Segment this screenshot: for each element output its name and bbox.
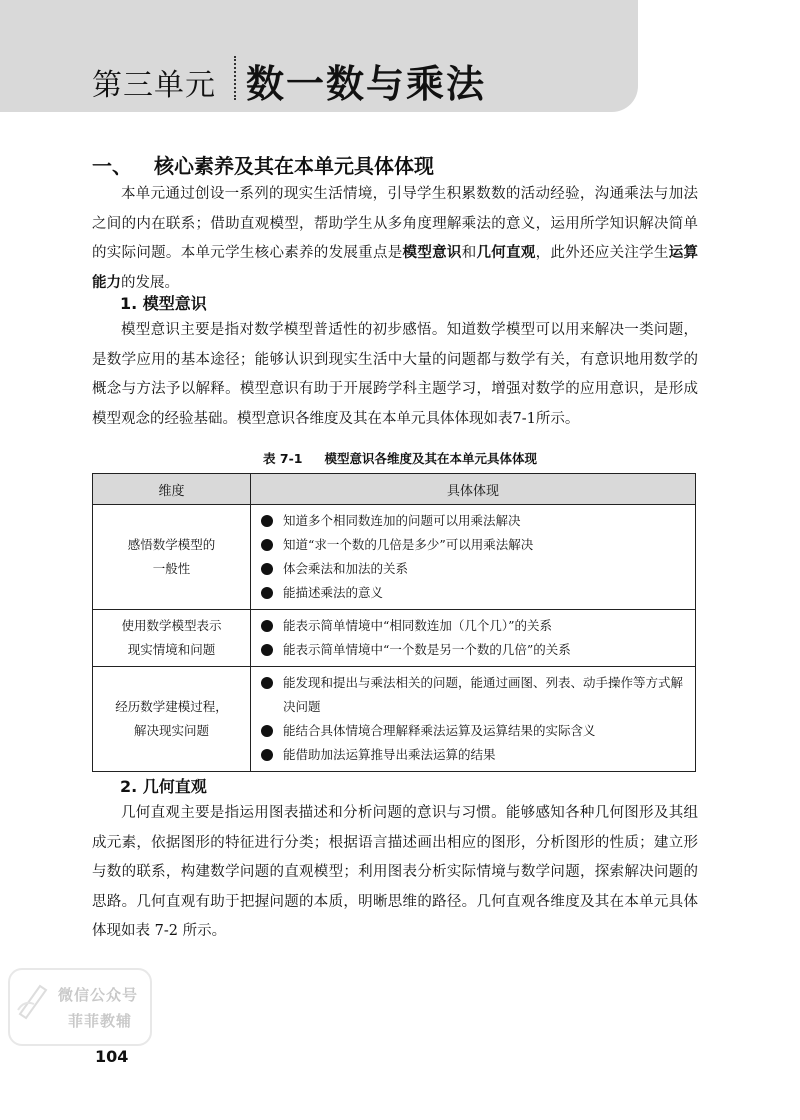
dimension-line: 感悟数学模型的 <box>127 537 216 552</box>
section-title: 核心素养及其在本单元具体体现 <box>154 154 434 178</box>
detail-cell <box>251 505 696 610</box>
table-row <box>93 610 696 667</box>
bullet-icon <box>261 515 273 527</box>
list-item <box>261 533 685 557</box>
table-header-row <box>93 474 696 505</box>
detail-cell <box>251 667 696 772</box>
item-text: 能发现和提出与乘法相关的问题，能通过画图、列表、动手操作等方式解决问题 <box>283 675 684 714</box>
detail-cell <box>251 610 696 667</box>
header-separator <box>234 56 238 100</box>
item-text: 能表示简单情境中“一个数是另一个数的几倍”的关系 <box>283 642 571 657</box>
dimension-line: 使用数学模型表示 <box>121 618 222 633</box>
item-text: 能描述乘法的意义 <box>283 585 384 600</box>
intro-bold-operation: 运算能力 <box>92 245 699 291</box>
bullet-icon <box>261 539 273 551</box>
list-item <box>261 743 685 767</box>
list-item <box>261 509 685 533</box>
subheading-model: 1. 模型意识 <box>120 294 207 313</box>
watermark-line1: 微信公众号 <box>58 986 139 1004</box>
list-item <box>261 581 685 605</box>
dimension-line: 解决现实问题 <box>133 723 209 738</box>
bullet-icon <box>261 749 273 761</box>
dimension-line: 现实情境和问题 <box>127 642 216 657</box>
item-text: 体会乘法和加法的关系 <box>283 561 409 576</box>
col-detail: 具体体现 <box>251 474 696 505</box>
bullet-icon <box>261 677 273 689</box>
bullet-icon <box>261 725 273 737</box>
subheading-geometry: 2. 几何直观 <box>120 777 207 796</box>
unit-label: 第三单元 <box>92 68 216 103</box>
intro-text-2: ，此外还应关注学生 <box>535 245 669 261</box>
intro-text-and: 和 <box>461 245 477 261</box>
table-caption <box>0 449 800 467</box>
intro-bold-model: 模型意识 <box>402 245 462 261</box>
intro-text-1: 本单元通过创设一系列的现实生活情境，引导学生积累数数的活动经验，沟通乘法与加法之间的内在联系；借助直观模型，帮助学生从多角度理解乘法的意义，运用所学知识解决简单的实际问题。本单元学生核心素养的发展重点是 <box>92 186 698 261</box>
page-title: 数一数与乘法 <box>246 62 487 106</box>
bullet-icon <box>261 563 273 575</box>
model-table <box>92 473 696 772</box>
dimension-line: 一般性 <box>152 561 191 576</box>
geometry-paragraph: 几何直观主要是指运用图表描述和分析问题的意识与习惯。能够感知各种几何图形及其组成元素，依据图形的特征进行分类；根据语言描述画出相应的图形，分析图形的性质；建立形与数的联系，构建数学问题的直观模型；利用图表分析实际情境与数学问题，探索解决问题的思路。几何直观有助于把握问题的本质，明晰思维的路径。几何直观各维度及其在本单元具体体现如表 7-2 所示。 <box>92 805 698 939</box>
list-item <box>261 671 685 719</box>
intro-paragraph <box>92 180 698 298</box>
item-text: 知道“求一个数的几倍是多少”可以用乘法解决 <box>283 537 534 552</box>
watermark-pen-icon <box>14 980 50 1020</box>
watermark-line2: 菲菲教辅 <box>68 1012 133 1030</box>
col-dimension: 维度 <box>93 474 251 505</box>
table-caption-text: 模型意识各维度及其在本单元具体体现 <box>324 451 537 466</box>
list-item <box>261 638 685 662</box>
item-text: 能结合具体情境合理解释乘法运算及运算结果的实际含义 <box>283 723 596 738</box>
item-text: 能借助加法运算推导出乘法运算的结果 <box>283 747 496 762</box>
section-number: 一、 <box>92 154 132 178</box>
list-item <box>261 719 685 743</box>
table-row <box>93 505 696 610</box>
dimension-cell <box>93 667 251 772</box>
section-heading <box>92 150 434 179</box>
intro-bold-geometry: 几何直观 <box>476 245 536 261</box>
item-text: 知道多个相同数连加的问题可以用乘法解决 <box>283 513 521 528</box>
bullet-icon <box>261 587 273 599</box>
bullet-icon <box>261 644 273 656</box>
dimension-cell <box>93 610 251 667</box>
intro-text-3: 的发展。 <box>121 274 179 291</box>
list-item <box>261 557 685 581</box>
list-item <box>261 614 685 638</box>
model-paragraph: 模型意识主要是指对数学模型普适性的初步感悟。知道数学模型可以用来解决一类问题，是数学应用的基本途径；能够认识到现实生活中大量的问题都与数学有关，有意识地用数学的概念与方法予以解释。模型意识有助于开展跨学科主题学习，增强对数学的应用意识，是形成模型观念的经验基础。模型意识各维度及其在本单元具体体现如表7-1所示。 <box>92 322 698 427</box>
bullet-icon <box>261 620 273 632</box>
table-caption-label: 表 7-1 <box>263 451 303 466</box>
table-row <box>93 667 696 772</box>
page-number: 104 <box>95 1047 129 1066</box>
dimension-line: 经历数学建模过程， <box>115 699 228 714</box>
item-text: 能表示简单情境中“相同数连加（几个几）”的关系 <box>283 618 553 633</box>
dimension-cell <box>93 505 251 610</box>
